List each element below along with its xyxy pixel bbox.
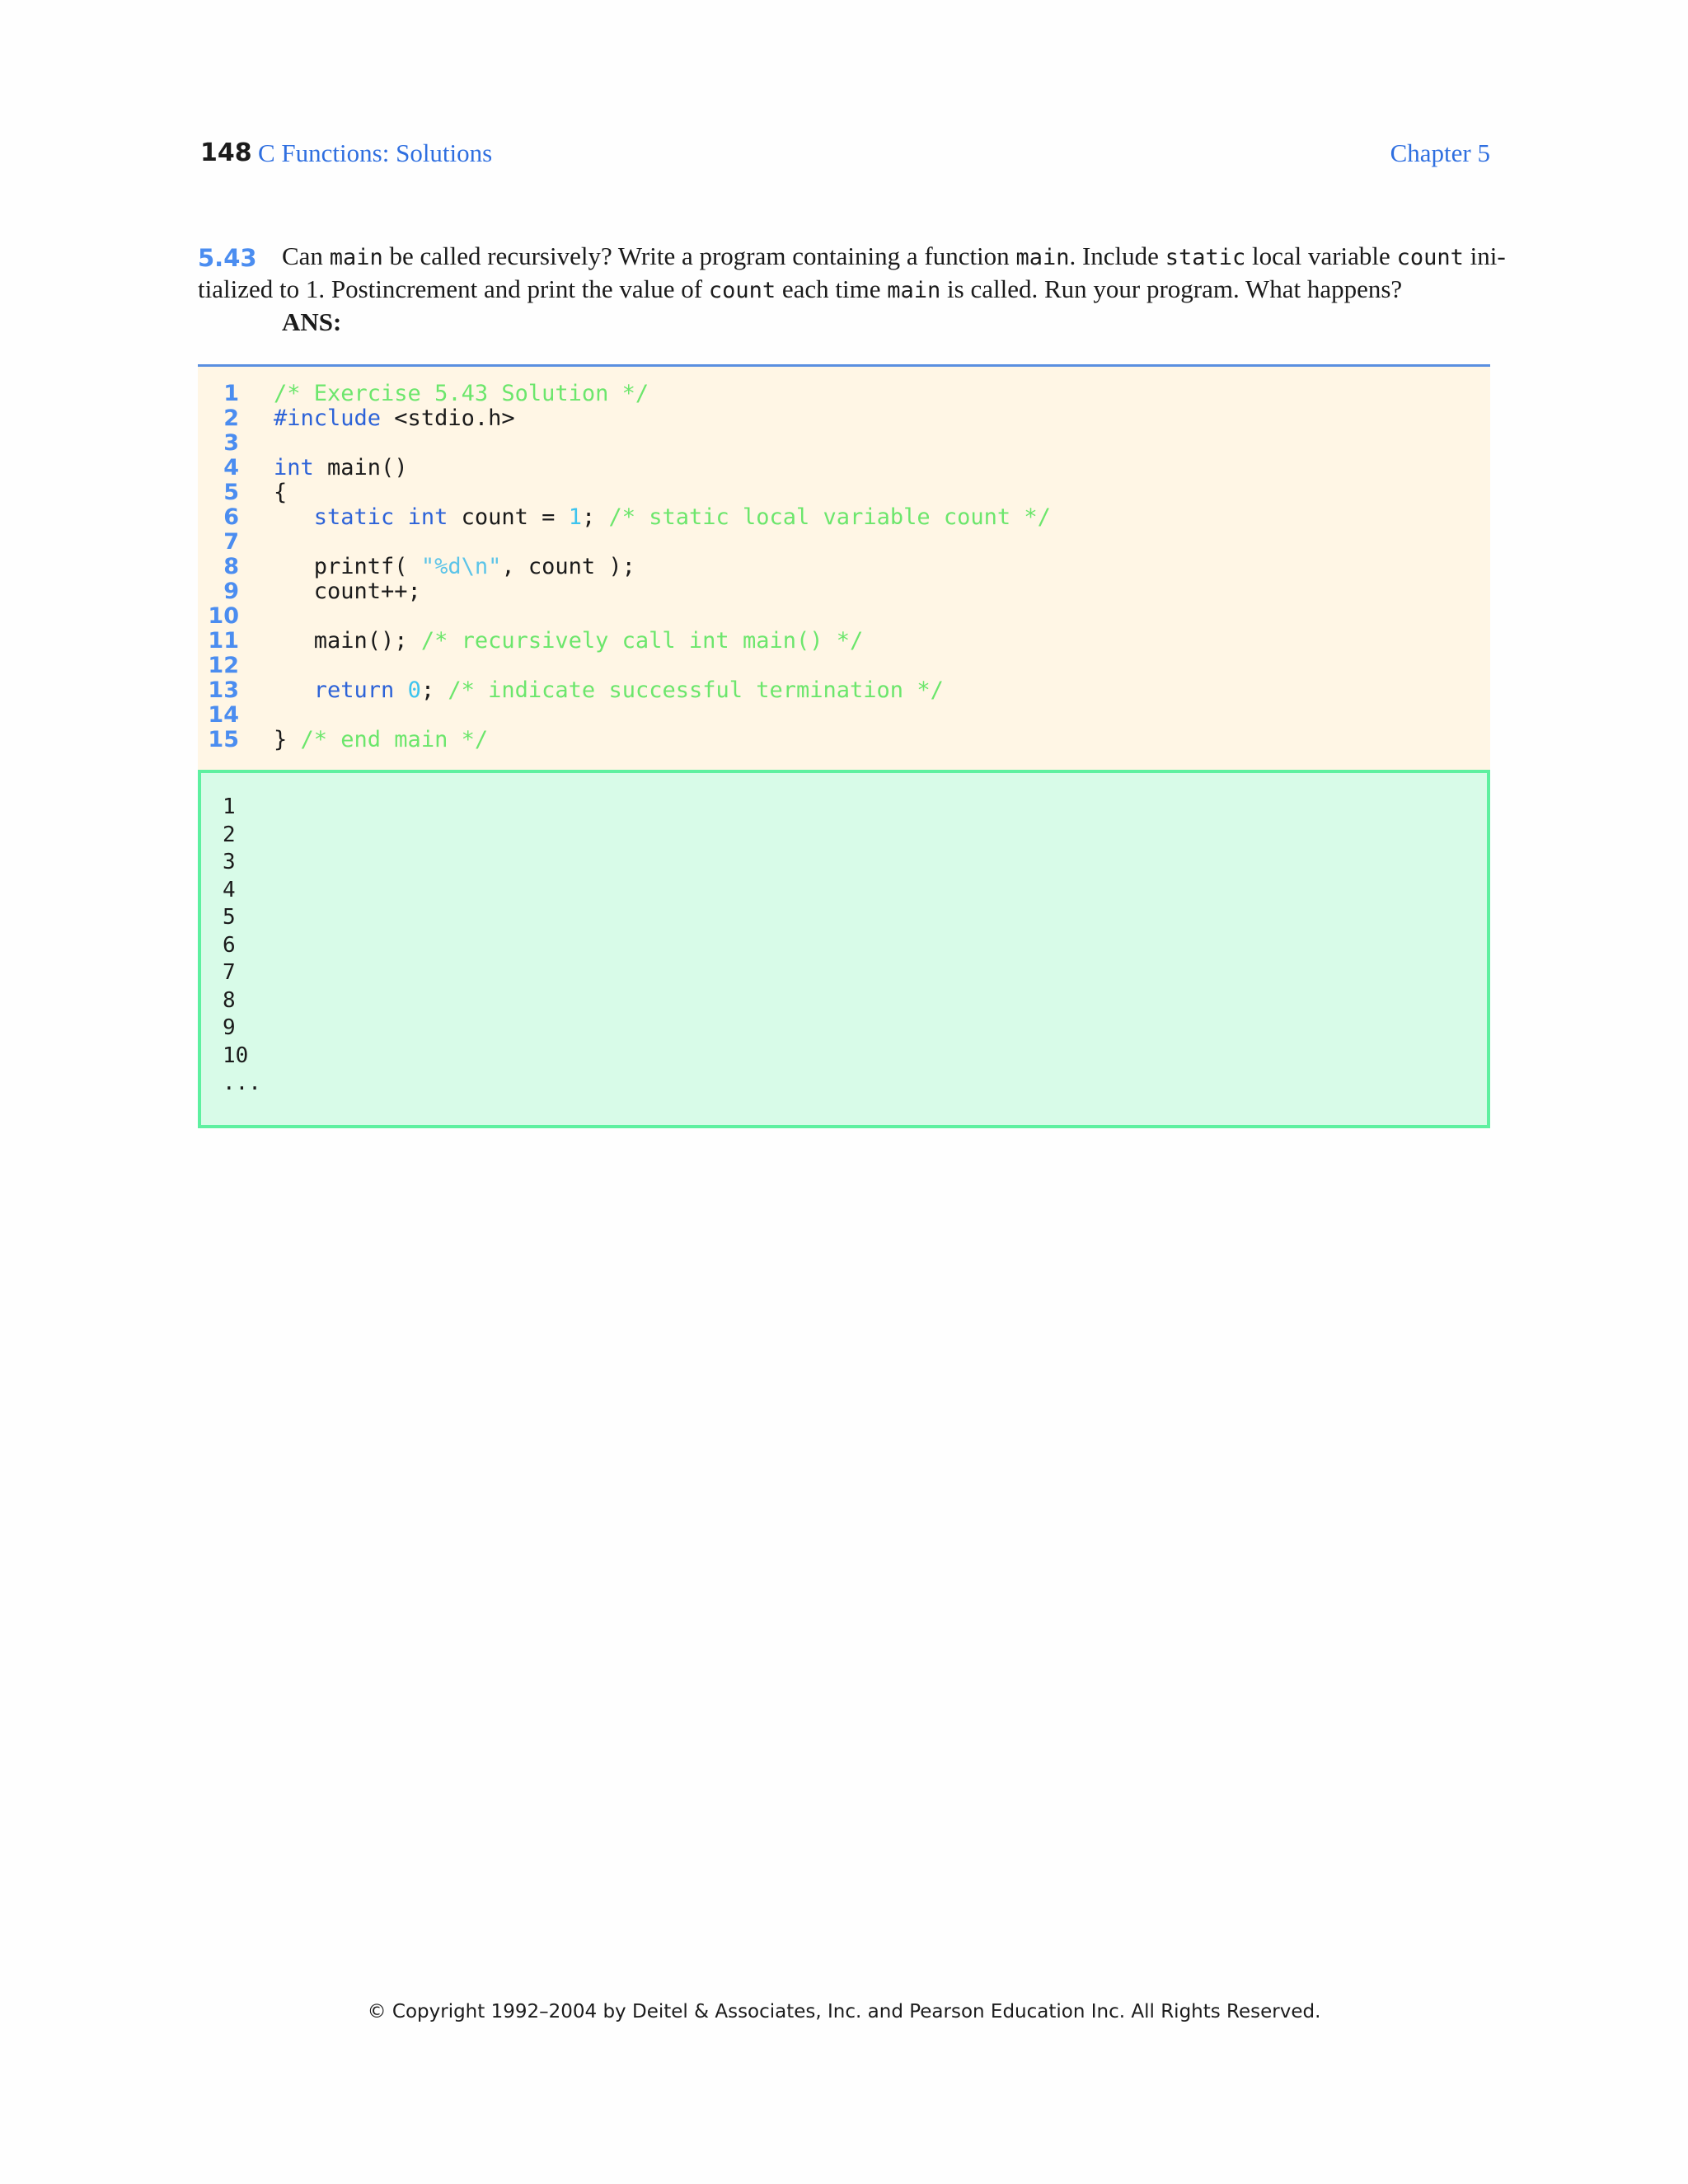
line-number: 3 <box>223 430 239 456</box>
output-line: 4 <box>223 877 236 902</box>
output-line: ... <box>223 1071 261 1095</box>
code-token: main(); <box>274 628 421 654</box>
question-text: tialized to 1. Postincrement and print the value of <box>198 274 709 303</box>
code-text <box>274 406 515 431</box>
code-token: /* recursively call int main() */ <box>420 628 864 654</box>
output-line: 9 <box>223 1015 236 1040</box>
question-text: is called. Run your program. What happens? <box>940 274 1403 303</box>
inline-code: count <box>708 278 776 303</box>
code-text <box>274 555 635 579</box>
code-token <box>274 504 314 530</box>
line-number: 4 <box>223 455 239 480</box>
question-text: be called recursively? Write a program containing a function <box>382 241 1016 270</box>
program-output <box>198 770 1490 1128</box>
code-listing <box>198 364 1490 770</box>
code-token: count++; <box>274 579 421 604</box>
line-number: 13 <box>208 677 239 703</box>
page-header <box>198 138 1490 180</box>
question-line-2 <box>198 274 1490 307</box>
line-number: 12 <box>208 653 239 678</box>
line-number: 11 <box>208 628 239 654</box>
inline-code: static <box>1165 245 1246 270</box>
line-number: 5 <box>223 480 239 505</box>
code-token: { <box>274 480 288 505</box>
running-title: C Functions: Solutions <box>258 138 493 167</box>
code-token: /* end main */ <box>300 727 489 752</box>
line-number: 8 <box>223 554 239 579</box>
code-token <box>394 504 407 530</box>
code-token: #include <box>274 405 382 431</box>
question-text: . Include <box>1069 241 1165 270</box>
code-token: <stdio.h> <box>381 405 515 431</box>
code-token: return <box>313 677 395 703</box>
output-line: 10 <box>223 1043 249 1068</box>
exercise-number: 5.43 <box>198 244 257 272</box>
output-line: 5 <box>223 905 236 930</box>
code-token: int <box>407 504 448 530</box>
question-text: local variable <box>1245 241 1397 270</box>
code-text <box>274 456 408 480</box>
line-number: 6 <box>223 504 239 530</box>
exercise-question <box>198 241 1506 338</box>
output-line: 6 <box>223 932 236 958</box>
output-line: 2 <box>223 822 236 847</box>
output-line: 7 <box>223 960 236 985</box>
code-token: /* indicate successful termination */ <box>448 677 944 703</box>
code-token: ; <box>420 677 448 703</box>
code-token: 1 <box>568 504 582 530</box>
question-text: each time <box>776 274 888 303</box>
page-number: 148 <box>200 138 252 167</box>
code-token <box>394 677 407 703</box>
code-token: 0 <box>407 677 421 703</box>
answer-label: ANS: <box>282 307 342 336</box>
code-text <box>274 382 649 406</box>
inline-code: main <box>887 278 941 303</box>
question-text: Can <box>282 241 330 270</box>
code-text <box>274 629 863 654</box>
code-token: printf( <box>274 554 421 579</box>
code-token: static <box>313 504 395 530</box>
code-token: count = <box>448 504 569 530</box>
output-line: 1 <box>223 794 236 819</box>
code-token: "%d\n" <box>420 554 502 579</box>
code-token: main() <box>313 455 408 480</box>
line-number: 15 <box>208 727 239 752</box>
line-number: 2 <box>223 405 239 431</box>
line-number: 1 <box>223 381 239 406</box>
code-text <box>274 505 1051 530</box>
inline-code: main <box>329 245 383 270</box>
code-text <box>274 728 488 752</box>
output-line: 3 <box>223 850 236 874</box>
code-token: /* Exercise 5.43 Solution */ <box>274 381 649 406</box>
line-number: 7 <box>223 529 239 555</box>
code-token: ; <box>581 504 609 530</box>
code-text <box>274 480 287 505</box>
question-text: ini- <box>1463 241 1506 270</box>
line-number: 14 <box>208 702 239 728</box>
code-token: , count ); <box>501 554 635 579</box>
code-token: } <box>274 727 301 752</box>
copyright-footer: © Copyright 1992–2004 by Deitel & Associates, Inc. and Pearson Education Inc. All Rights Reserved. <box>367 2001 1321 2022</box>
code-text <box>274 678 944 703</box>
line-number: 9 <box>223 579 239 604</box>
line-number: 10 <box>208 603 239 629</box>
chapter-label: Chapter 5 <box>1390 138 1490 167</box>
code-token: int <box>274 455 314 480</box>
question-line-1 <box>198 241 1506 274</box>
output-line: 8 <box>223 987 236 1013</box>
code-text <box>274 579 421 604</box>
inline-code: main <box>1015 245 1070 270</box>
code-token: /* static local variable count */ <box>608 504 1051 530</box>
inline-code: count <box>1396 245 1464 270</box>
code-token <box>274 677 314 703</box>
